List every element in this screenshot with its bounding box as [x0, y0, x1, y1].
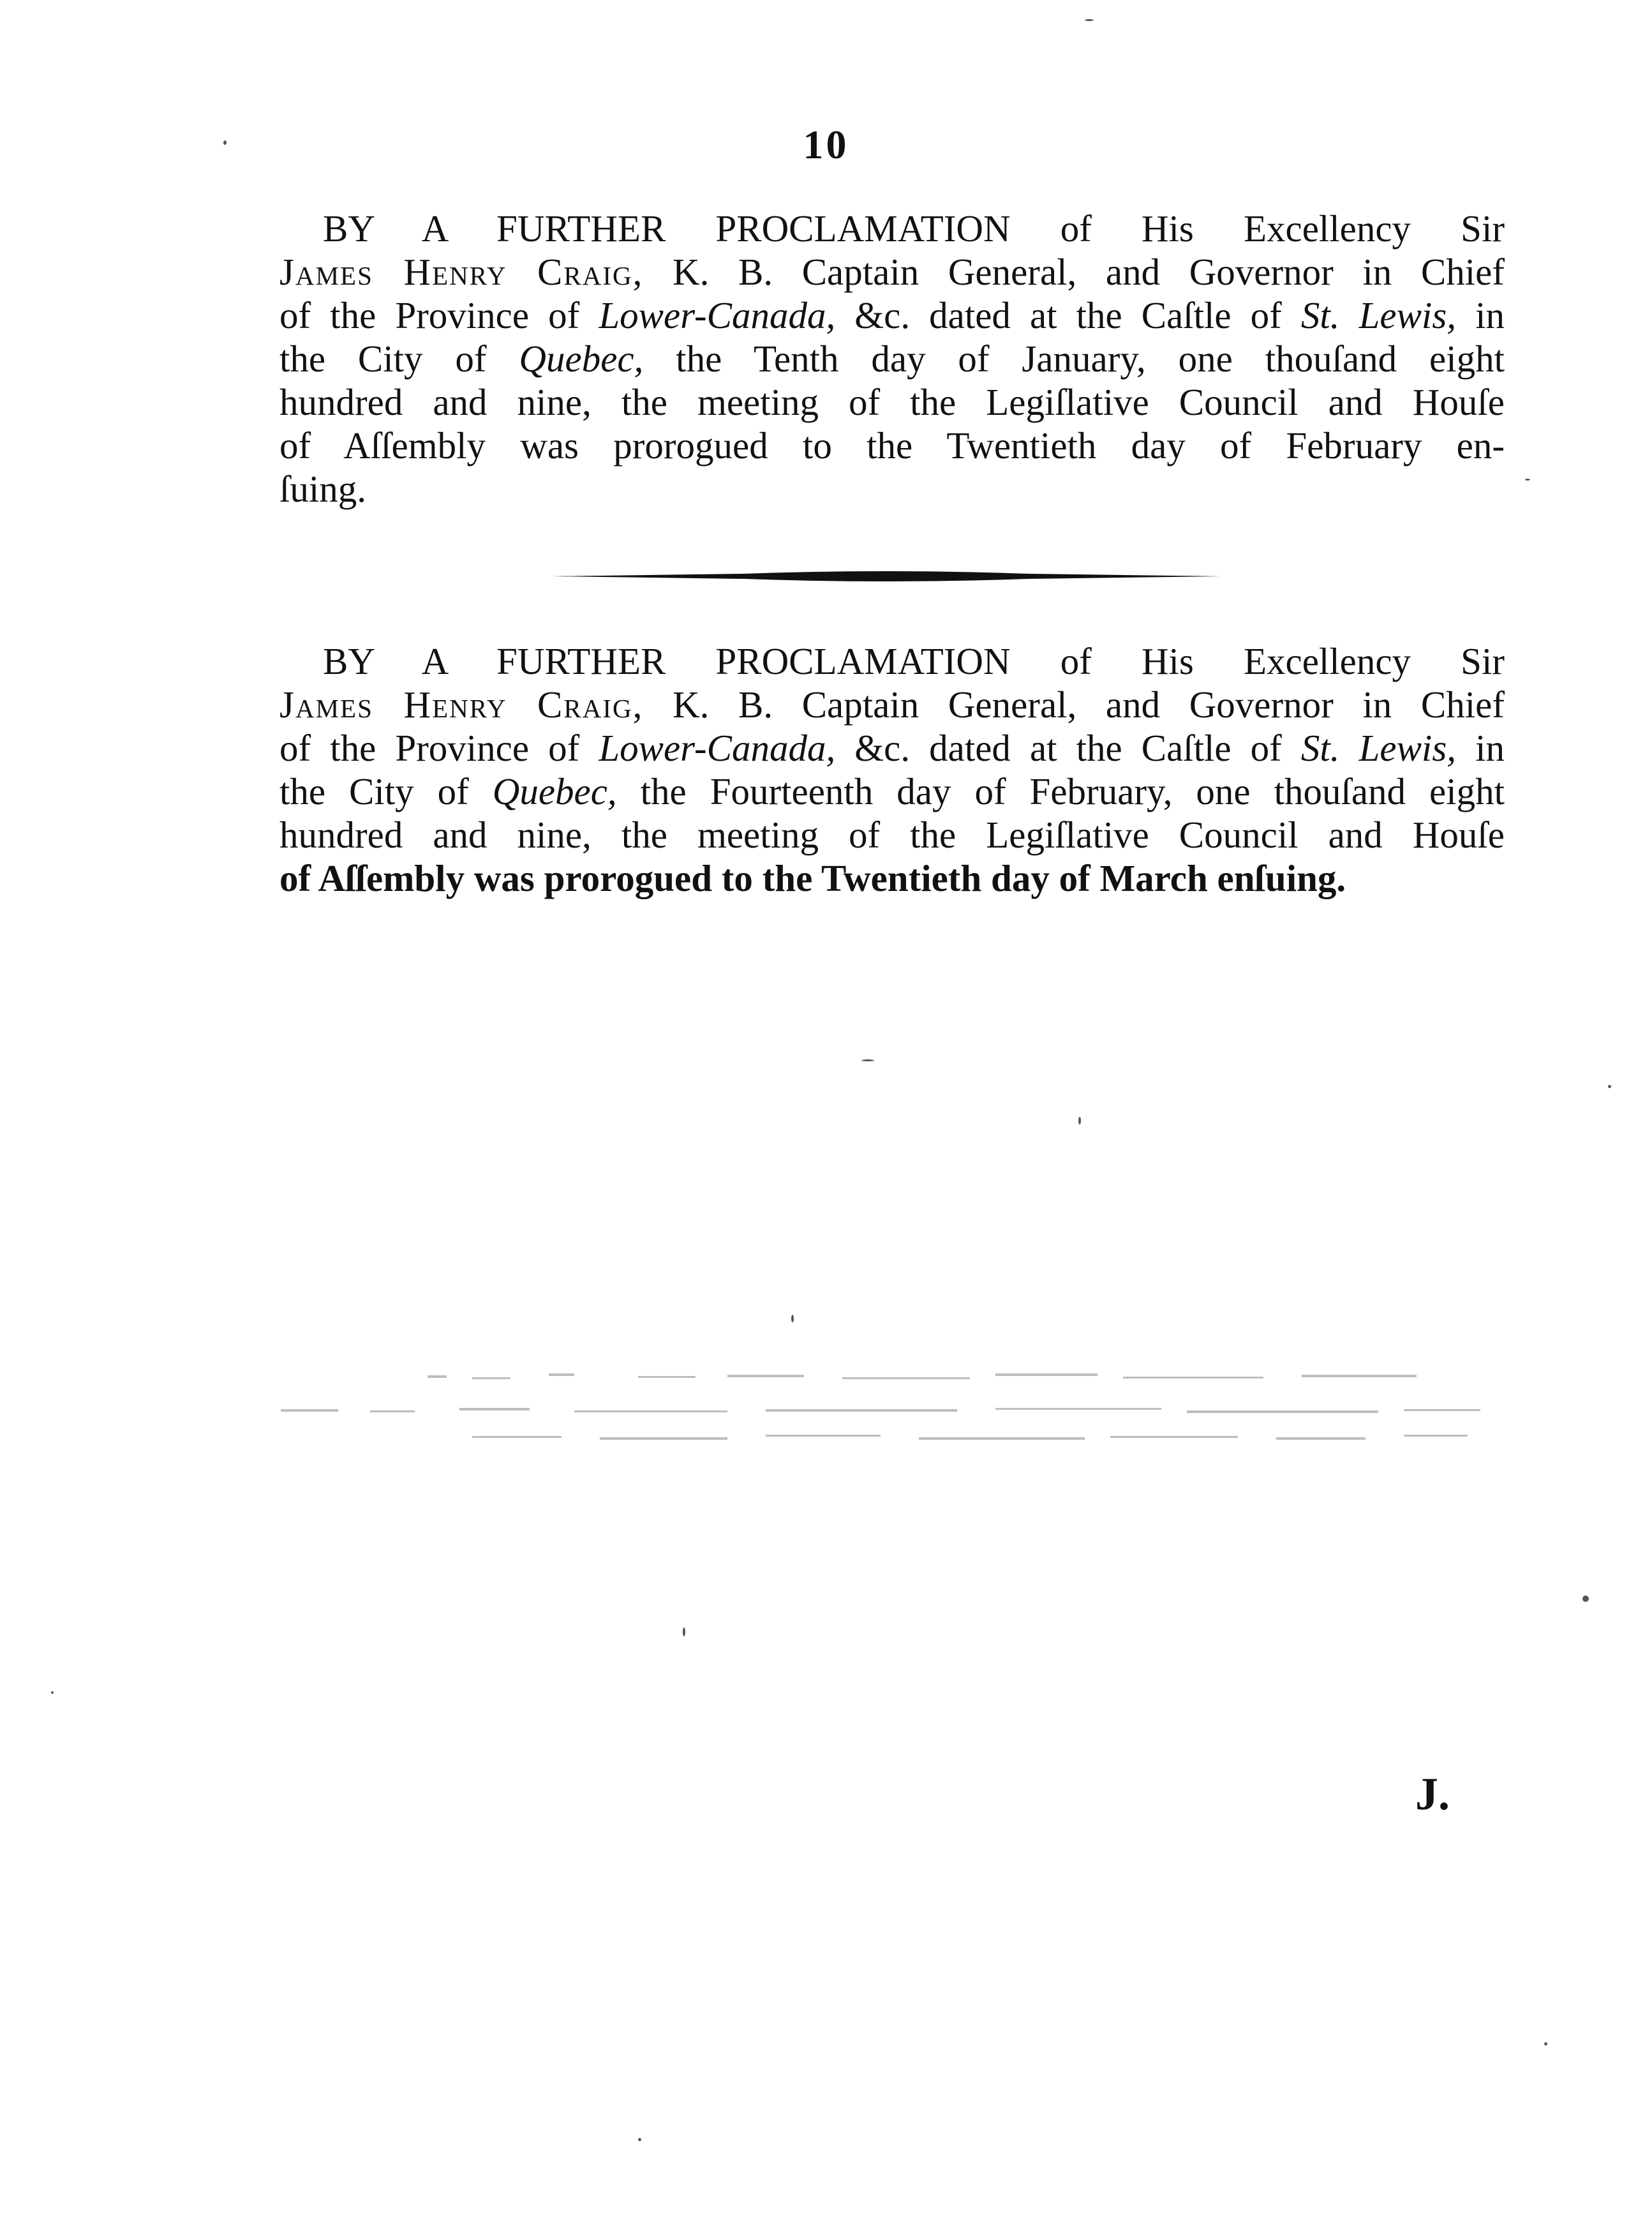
paper-speck: [791, 1315, 794, 1322]
paper-speck: [51, 1691, 54, 1694]
show-through-noise: [281, 1366, 1506, 1455]
paragraph-line: of Aſſembly was prorogued to the Twentieth day of March enſuing.: [279, 857, 1346, 899]
section-divider-rule: [553, 565, 1220, 588]
line-text: in: [1456, 727, 1505, 769]
line-text: K. B. Captain General, and Governor in Chief: [643, 251, 1505, 293]
governor-name: James Henry Craig,: [279, 684, 644, 726]
paper-speck: [1544, 2042, 1547, 2045]
paper-speck: [1608, 1085, 1611, 1088]
paragraph-line: hundred and nine, the meeting of the Legiſlative Council and Houſe: [279, 381, 1505, 423]
paragraph-line: [279, 294, 1505, 337]
proclamation-paragraph-1: [279, 207, 1505, 511]
province-name: Lower-Canada,: [599, 727, 836, 769]
paper-speck: [638, 2138, 641, 2141]
province-name: Lower-Canada,: [599, 294, 836, 336]
catchword: J.: [1415, 1768, 1450, 1820]
paper-speck: [1525, 479, 1530, 481]
line-text: of the Province of: [279, 294, 599, 336]
line-text: K. B. Captain General, and Governor in Chief: [643, 684, 1505, 726]
paper-speck: [223, 140, 227, 145]
castle-name: St. Lewis,: [1300, 294, 1457, 336]
paragraph-line: [279, 337, 1505, 380]
paragraph-line: [279, 250, 1505, 294]
governor-name: James Henry Craig,: [279, 251, 644, 293]
line-text: in: [1456, 294, 1505, 336]
line-text: the Tenth day of January, one thouſand eight: [643, 338, 1505, 380]
paragraph-line: BY A FURTHER PROCLAMATION of His Excellency Sir: [323, 640, 1505, 682]
line-text: the City of: [279, 338, 519, 380]
paper-speck: [683, 1627, 685, 1636]
city-name: Quebec,: [519, 338, 644, 380]
paragraph-line: [279, 770, 1505, 813]
line-text: the Fourteenth day of February, one thouſand eight: [616, 770, 1505, 812]
city-name: Quebec,: [492, 770, 617, 812]
page-number: 10: [803, 122, 849, 167]
paragraph-line: [279, 683, 1505, 726]
paper-speck: [861, 1059, 874, 1061]
line-text: &c. dated at the Caſtle of: [835, 727, 1301, 769]
paragraph-line: ſuing.: [279, 468, 367, 510]
paragraph-line: of Aſſembly was prorogued to the Twentieth day of February en-: [279, 424, 1505, 467]
paragraph-line: [279, 726, 1505, 770]
paper-speck: [1085, 19, 1094, 21]
proclamation-paragraph-2: [279, 639, 1505, 900]
paper-speck: [1078, 1117, 1081, 1125]
paragraph-line: BY A FURTHER PROCLAMATION of His Excellency Sir: [323, 207, 1505, 250]
castle-name: St. Lewis,: [1300, 727, 1457, 769]
line-text: of the Province of: [279, 727, 599, 769]
paper-speck: [1582, 1596, 1589, 1602]
line-text: the City of: [279, 770, 493, 812]
paragraph-line: hundred and nine, the meeting of the Legiſlative Council and Houſe: [279, 814, 1505, 856]
line-text: &c. dated at the Caſtle of: [835, 294, 1301, 336]
